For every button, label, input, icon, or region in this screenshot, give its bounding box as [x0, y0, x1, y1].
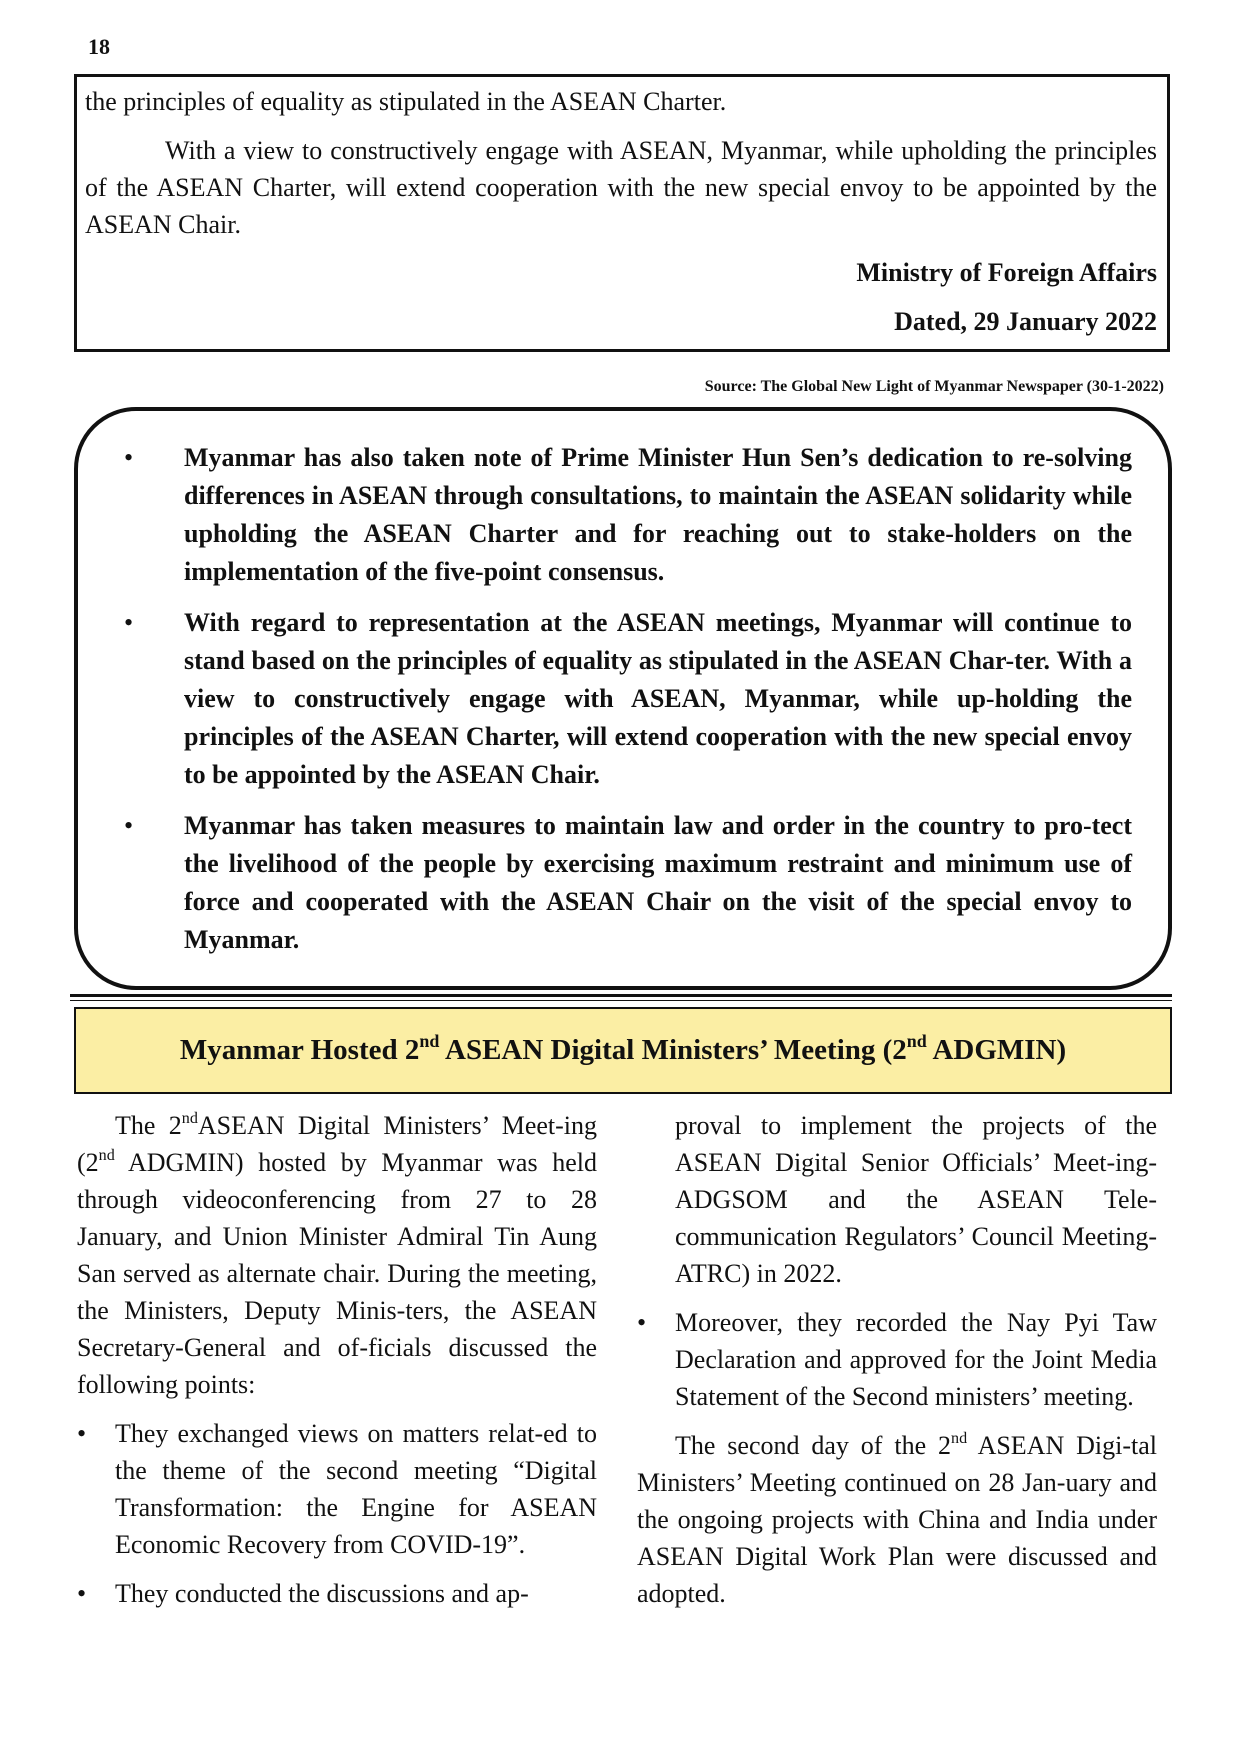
bullet-icon: •	[637, 1308, 647, 1337]
highlights-list	[114, 439, 1132, 959]
highlight-item	[114, 439, 1132, 591]
article-points-list	[77, 1415, 597, 1612]
bullet-icon: •	[124, 443, 134, 472]
article-point-text: They conducted the discussions and ap-	[115, 1579, 529, 1608]
page-number: 18	[88, 34, 110, 59]
article-headline	[74, 1007, 1172, 1094]
section-divider	[70, 994, 1172, 997]
article-point-continuation: proval to implement the projects of the ASEAN Digital Senior Officials’ Meet-ing-ADGSOM and the ASEAN Tele-communication Regulators’ Council Meeting-ATRC) in 2022.	[675, 1111, 1157, 1288]
highlight-item	[114, 604, 1132, 794]
highlight-text: Myanmar has taken measures to maintain law and order in the country to pro-tect the livelihood of the people by exercising maximum restraint and minimum use of force and cooperated with the ASEAN Chair on the visit of the special envoy to Myanmar.	[184, 811, 1132, 954]
article-point	[77, 1415, 597, 1563]
highlights-box	[74, 407, 1172, 990]
article-point-text: They exchanged views on matters relat-ed to the theme of the second meeting “Digital Transformation: the Engine for ASEAN Economic Recovery from COVID-19”.	[115, 1419, 597, 1559]
article-text: ASEAN Digi-tal Ministers’ Meeting continued on 28 Jan-uary and the ongoing projects with China and India under ASEAN Digital Work Plan were discussed and adopted.	[637, 1431, 1157, 1608]
article-column-right	[637, 1107, 1157, 1612]
source-citation: Source: The Global New Light of Myanmar Newspaper (30-1-2022)	[704, 378, 1164, 395]
article-point	[77, 1575, 597, 1612]
article-column-left	[77, 1107, 597, 1612]
ordinal-superscript: nd	[951, 1429, 968, 1447]
bullet-icon: •	[77, 1579, 87, 1608]
bullet-icon: •	[124, 811, 134, 840]
highlight-item	[114, 807, 1132, 959]
article-point	[637, 1304, 1157, 1415]
headline-text: Myanmar Hosted 2	[179, 1034, 420, 1066]
article-points-list	[637, 1304, 1157, 1415]
article-point-text: Moreover, they recorded the Nay Pyi Taw Declaration and approved for the Joint Media Statement of the Second ministers’ meeting.	[675, 1308, 1157, 1411]
bullet-icon: •	[124, 608, 134, 637]
article-text: ASEAN Digital Ministers’ Meet-ing (2	[77, 1111, 598, 1177]
headline-superscript: nd	[906, 1030, 927, 1051]
article-text: The second day of the 2	[675, 1431, 952, 1460]
statement-paragraph: With a view to constructively engage with ASEAN, Myanmar, while upholding the principles of the ASEAN Charter, will extend cooperation with the new special envoy to be appointed by the ASEAN Chair.	[85, 136, 1157, 239]
bullet-icon: •	[77, 1419, 87, 1448]
headline-superscript: nd	[419, 1030, 440, 1051]
ordinal-superscript: nd	[98, 1146, 115, 1164]
statement-paragraph: the principles of equality as stipulated in the ASEAN Charter.	[85, 87, 727, 116]
statement-signature: Ministry of Foreign Affairs	[856, 258, 1157, 287]
article-text: The 2	[115, 1111, 182, 1140]
article-text: ADGMIN) hosted by Myanmar was held through videoconferencing from 27 to 28 January, and Union Minister Admiral Tin Aung San served as alternate chair. During the meeting, the Ministers, Deputy Minis-ters, the ASEAN Secretary-General and of-ficials discussed the following points:	[77, 1148, 597, 1399]
headline-text: ASEAN Digital Ministers’ Meeting (2	[439, 1034, 907, 1066]
highlight-text: Myanmar has also taken note of Prime Minister Hun Sen’s dedication to re-solving differences in ASEAN through consultations, to maintain the ASEAN solidarity while upholding the ASEAN Charter and for reaching out to stake-holders on the implementation of the five-point consensus.	[184, 443, 1132, 586]
section-divider	[70, 1000, 1172, 1001]
ordinal-superscript: nd	[181, 1109, 198, 1127]
statement-date: Dated, 29 January 2022	[894, 307, 1157, 336]
statement-box	[74, 74, 1170, 352]
headline-text: ADGMIN)	[926, 1034, 1067, 1066]
article-intro	[77, 1107, 597, 1403]
highlight-text: With regard to representation at the ASEAN meetings, Myanmar will continue to stand based on the principles of equality as stipulated in the ASEAN Char-ter. With a view to constructively engage with ASEAN, Myanmar, while up-holding the principles of the ASEAN Charter, will extend cooperation with the new special envoy to be appointed by the ASEAN Chair.	[184, 608, 1132, 789]
article-closing	[637, 1427, 1157, 1612]
